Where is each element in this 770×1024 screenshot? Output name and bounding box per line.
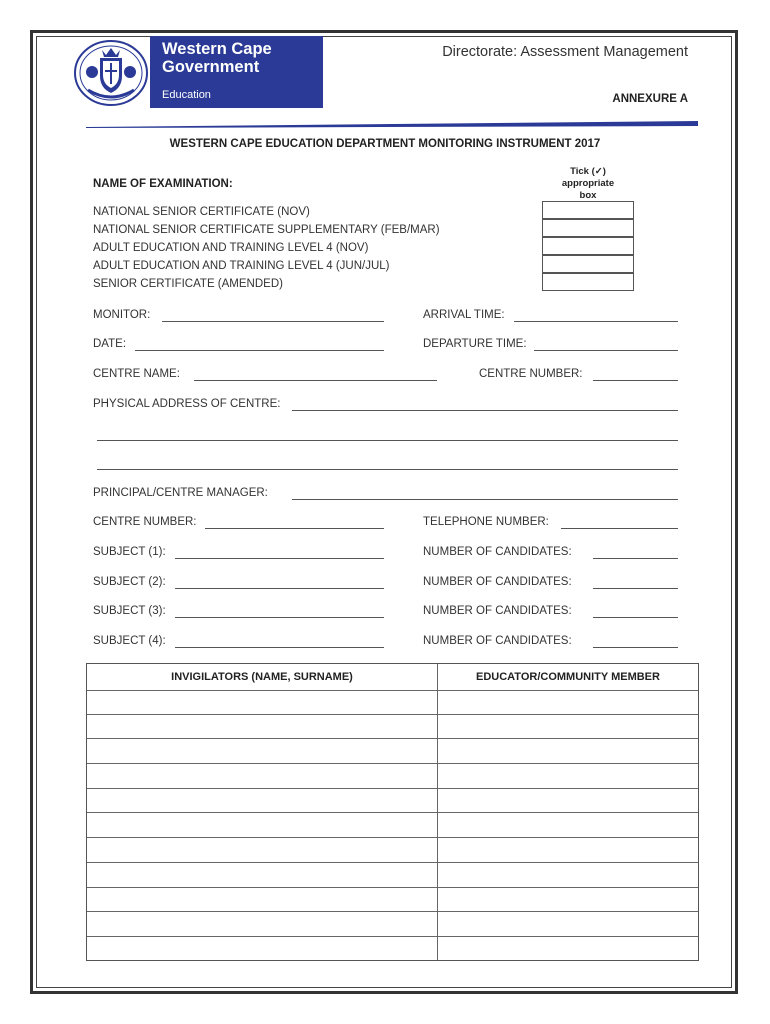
directorate-label: Directorate: Assessment Management — [442, 44, 688, 60]
candidates-4-label: NUMBER OF CANDIDATES: — [423, 635, 572, 647]
tick-box-aet-junjul[interactable] — [542, 255, 634, 273]
table-row[interactable] — [87, 887, 698, 888]
principal-label: PRINCIPAL/CENTRE MANAGER: — [93, 487, 268, 499]
candidates-1-label: NUMBER OF CANDIDATES: — [423, 546, 572, 558]
arrival-time-label: ARRIVAL TIME: — [423, 309, 505, 321]
table-row[interactable] — [87, 690, 698, 691]
brand-subtitle: Education — [162, 89, 211, 101]
date-label: DATE: — [93, 338, 127, 350]
table-row[interactable] — [87, 911, 698, 912]
physical-address-label: PHYSICAL ADDRESS OF CENTRE: — [93, 398, 281, 410]
tick-box-nsc-nov[interactable] — [542, 201, 634, 219]
table-row[interactable] — [87, 714, 698, 715]
tick-box-sc-amended[interactable] — [542, 273, 634, 291]
table-row[interactable] — [87, 738, 698, 739]
physical-address-field[interactable] — [292, 410, 678, 411]
table-header-educator: EDUCATOR/COMMUNITY MEMBER — [476, 671, 660, 683]
tick-box-nsc-supp[interactable] — [542, 219, 634, 237]
subject-3-field[interactable] — [175, 617, 384, 618]
table-row[interactable] — [87, 862, 698, 863]
exam-option: NATIONAL SENIOR CERTIFICATE (NOV) — [93, 206, 310, 218]
centre-number-label: CENTRE NUMBER: — [479, 368, 583, 380]
subject-1-field[interactable] — [175, 558, 384, 559]
table-header-invigilators: INVIGILATORS (NAME, SURNAME) — [171, 671, 353, 683]
exam-option: ADULT EDUCATION AND TRAINING LEVEL 4 (JUN/JUL) — [93, 260, 390, 272]
physical-address-line-2[interactable] — [97, 440, 678, 441]
tick-column-header: Tick (✓) appropriate box — [561, 166, 615, 201]
coat-of-arms-icon — [72, 38, 150, 108]
brand-title: Western Cape Government — [162, 40, 272, 76]
tick-box-aet-nov[interactable] — [542, 237, 634, 255]
monitor-field[interactable] — [162, 321, 384, 322]
candidates-4-field[interactable] — [593, 647, 678, 648]
table-row[interactable] — [87, 788, 698, 789]
arrival-time-field[interactable] — [514, 321, 678, 322]
subject-4-field[interactable] — [175, 647, 384, 648]
candidates-3-label: NUMBER OF CANDIDATES: — [423, 605, 572, 617]
table-row[interactable] — [87, 936, 698, 937]
subject-3-label: SUBJECT (3): — [93, 605, 166, 617]
exam-options-list — [93, 203, 440, 293]
subject-2-field[interactable] — [175, 588, 384, 589]
physical-address-line-3[interactable] — [97, 469, 678, 470]
telephone-field[interactable] — [561, 528, 678, 529]
exam-name-heading: NAME OF EXAMINATION: — [93, 178, 233, 190]
departure-time-label: DEPARTURE TIME: — [423, 338, 527, 350]
candidates-1-field[interactable] — [593, 558, 678, 559]
date-field[interactable] — [135, 350, 384, 351]
subject-1-label: SUBJECT (1): — [93, 546, 166, 558]
principal-field[interactable] — [292, 499, 678, 500]
invigilators-table — [86, 663, 699, 961]
exam-option: NATIONAL SENIOR CERTIFICATE SUPPLEMENTARY (FEB/MAR) — [93, 224, 440, 236]
telephone-label: TELEPHONE NUMBER: — [423, 516, 549, 528]
document-title: WESTERN CAPE EDUCATION DEPARTMENT MONITORING INSTRUMENT 2017 — [169, 138, 601, 150]
departure-time-field[interactable] — [534, 350, 678, 351]
centre-number-2-label: CENTRE NUMBER: — [93, 516, 197, 528]
subject-2-label: SUBJECT (2): — [93, 576, 166, 588]
centre-number-field[interactable] — [593, 380, 678, 381]
annexure-label: ANNEXURE A — [612, 93, 688, 105]
table-row[interactable] — [87, 837, 698, 838]
exam-option: SENIOR CERTIFICATE (AMENDED) — [93, 278, 283, 290]
subject-4-label: SUBJECT (4): — [93, 635, 166, 647]
table-row[interactable] — [87, 763, 698, 764]
centre-number-2-field[interactable] — [205, 528, 384, 529]
exam-option: ADULT EDUCATION AND TRAINING LEVEL 4 (NOV) — [93, 242, 369, 254]
table-row[interactable] — [87, 812, 698, 813]
centre-name-label: CENTRE NAME: — [93, 368, 180, 380]
header-divider — [86, 118, 698, 128]
monitor-label: MONITOR: — [93, 309, 151, 321]
candidates-2-field[interactable] — [593, 588, 678, 589]
candidates-3-field[interactable] — [593, 617, 678, 618]
candidates-2-label: NUMBER OF CANDIDATES: — [423, 576, 572, 588]
centre-name-field[interactable] — [194, 380, 437, 381]
